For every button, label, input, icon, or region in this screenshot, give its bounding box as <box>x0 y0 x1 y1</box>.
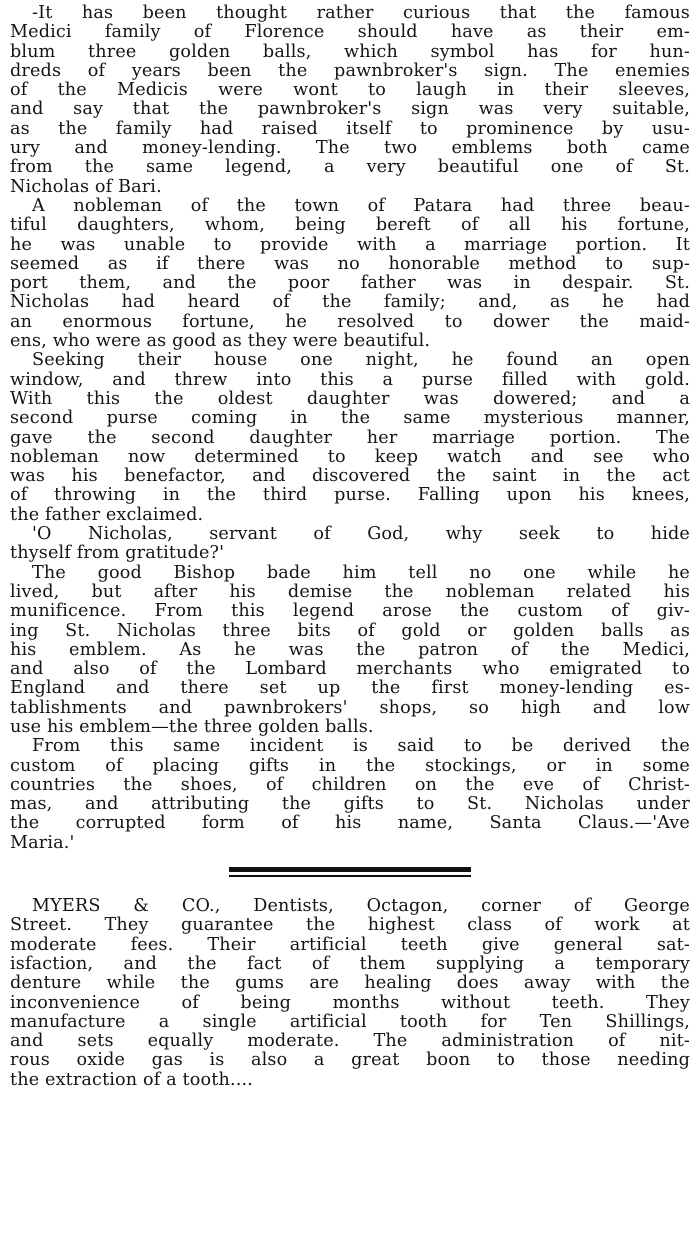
text-line: as the family had raised itself to prominence by usu- <box>10 118 690 139</box>
text-line: tiful daughters, whom, being bereft of all his fortune, <box>10 215 690 236</box>
article-paragraph-1 <box>10 4 690 197</box>
article-paragraph-6 <box>10 737 690 853</box>
text-line: The good Bishop bade him tell no one while he <box>32 562 690 583</box>
text-line: of throwing in the third purse. Falling upon his knees, <box>10 485 690 506</box>
text-line: tablishments and pawnbrokers' shops, so high and low <box>10 697 690 718</box>
text-line: nobleman now determined to keep watch and see who <box>10 446 690 467</box>
text-line: he was unable to provide with a marriage portion. It <box>10 234 690 255</box>
text-line: and sets equally moderate. The administration of nit- <box>10 1031 690 1052</box>
text-line: Nicholas of Bari. <box>10 176 162 197</box>
text-line: and also of the Lombard merchants who emigrated to <box>10 659 690 680</box>
text-line: ens, who were as good as they were beautiful. <box>10 331 431 352</box>
text-line: Medici family of Florence should have as their em- <box>10 22 690 43</box>
text-line: seemed as if there was no honorable method to sup- <box>10 253 690 274</box>
text-line: -It has been thought rather curious that the famous <box>32 3 690 23</box>
text-line: Nicholas had heard of the family; and, as he had <box>10 292 690 313</box>
text-line: munificence. From this legend arose the custom of giv- <box>10 601 690 622</box>
text-line: inconvenience of being months without teeth. They <box>10 992 690 1013</box>
text-line: blum three golden balls, which symbol has for hun- <box>10 41 690 62</box>
section-divider <box>10 853 690 889</box>
text-line: From this same incident is said to be derived the <box>32 736 690 757</box>
article-paragraph-4 <box>10 525 690 564</box>
text-line: and say that the pawnbroker's sign was very suitable, <box>10 99 690 120</box>
text-line: from the same legend, a very beautiful one of St. <box>10 157 690 178</box>
article-paragraph-5 <box>10 564 690 738</box>
text-line: the father exclaimed. <box>10 504 204 525</box>
text-line: countries the shoes, of children on the eve of Christ- <box>10 774 690 795</box>
text-line: MYERS & CO., Dentists, Octagon, corner of George <box>32 896 690 917</box>
article <box>10 4 690 853</box>
text-line: Seeking their house one night, he found an open <box>32 350 690 371</box>
divider-thin-rule <box>229 875 471 877</box>
text-line: 'O Nicholas, servant of God, why seek to hide <box>32 524 690 545</box>
text-line: With this the oldest daughter was dowered; and a <box>10 388 690 409</box>
text-line: was his benefactor, and discovered the saint in the act <box>10 466 690 487</box>
article-paragraph-2 <box>10 197 690 351</box>
text-line: dreds of years been the pawnbroker's sign. The enemies <box>10 60 690 81</box>
text-line: Street. They guarantee the highest class of work at <box>10 915 690 936</box>
text-line: England and there set up the first money-lending es- <box>10 678 690 699</box>
text-line: gave the second daughter her marriage portion. The <box>10 427 690 448</box>
text-line: port them, and the poor father was in despair. St. <box>10 273 690 294</box>
text-line: the extraction of a tooth.... <box>10 1069 253 1090</box>
text-line: window, and threw into this a purse filled with gold. <box>10 369 690 390</box>
text-line: lived, but after his demise the nobleman related his <box>10 581 690 602</box>
text-line: use his emblem—the three golden balls. <box>10 716 374 737</box>
text-line: Maria.' <box>10 832 75 853</box>
text-line: the corrupted form of his name, Santa Claus.—'Ave <box>10 813 690 834</box>
text-line: thyself from gratitude?' <box>10 543 225 564</box>
text-line: moderate fees. Their artificial teeth give general sat- <box>10 934 690 955</box>
text-line: ury and money-lending. The two emblems both came <box>10 138 690 159</box>
text-line: A nobleman of the town of Patara had three beau- <box>32 195 690 216</box>
text-line: his emblem. As he was the patron of the Medici, <box>10 639 690 660</box>
article-paragraph-3 <box>10 351 690 525</box>
advertisement <box>10 897 690 1090</box>
text-line: mas, and attributing the gifts to St. Nicholas under <box>10 794 690 815</box>
text-line: isfaction, and the fact of them supplying a temporary <box>10 953 690 974</box>
text-line: an enormous fortune, he resolved to dower the maid- <box>10 311 690 332</box>
text-line: manufacture a single artificial tooth for Ten Shillings, <box>10 1011 690 1032</box>
divider-thick-rule <box>229 867 471 872</box>
text-line: ing St. Nicholas three bits of gold or golden balls as <box>10 620 690 641</box>
text-line: second purse coming in the same mysterious manner, <box>10 408 690 429</box>
text-line: of the Medicis were wont to laugh in their sleeves, <box>10 80 690 101</box>
text-line: custom of placing gifts in the stockings, or in some <box>10 755 690 776</box>
newspaper-column <box>10 4 690 1090</box>
text-line: denture while the gums are healing does away with the <box>10 973 690 994</box>
text-line: rous oxide gas is also a great boon to those needing <box>10 1050 690 1071</box>
